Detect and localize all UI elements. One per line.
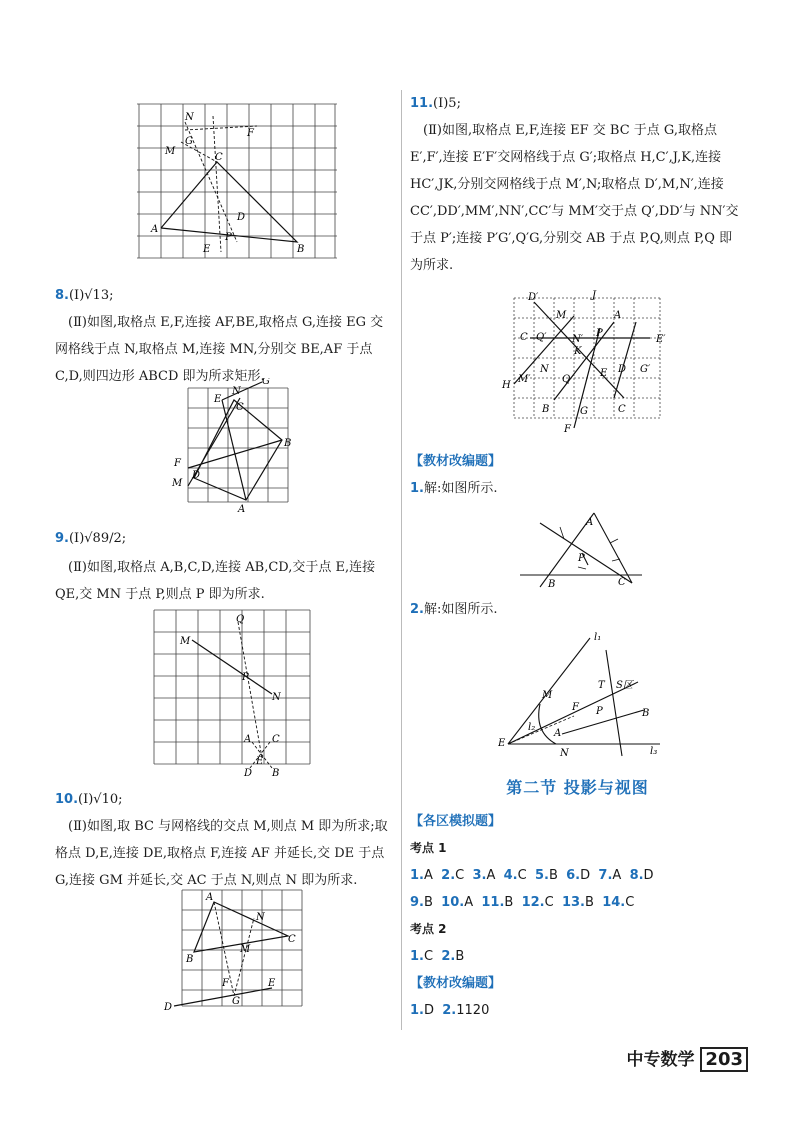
- svg-text:F: F: [222, 978, 229, 989]
- answer-item: 6.D: [566, 868, 591, 883]
- svg-text:C: C: [618, 577, 626, 588]
- q11-part1: (Ⅰ)5;: [433, 96, 461, 111]
- figure-textbook-2: [498, 632, 668, 757]
- answer-item: 1.D: [410, 1003, 434, 1018]
- svg-text:E: E: [256, 756, 264, 767]
- figure-q11-grid: [500, 288, 675, 438]
- svg-text:M: M: [172, 478, 183, 489]
- svg-text:B: B: [542, 404, 550, 415]
- svg-text:B: B: [548, 579, 556, 590]
- q11-part2: (Ⅱ)如图,取格点 E,F,连接 EF 交 BC 于点 G,取格点 E′,F′,连接 E′F′交网格线于点 G′;取格点 H,C′,J,K,连接 HC′,JK,分别交网格线于点 M′,N;取格点 D′,M,N′,连接 CC′,DD′,MM′,NN′,CC′与 MM′交于点 Q′,DD′与 NN′交于点 P′;连接 P′G′,Q′G,分别交 AB 于点 P,Q,则点 P,Q 即为所求.: [410, 123, 739, 273]
- column-divider: [401, 90, 402, 1030]
- q8-part2: (Ⅱ)如图,取格点 E,F,连接 AF,BE,取格点 G,连接 EG 交网格线于点 N,取格点 M,连接 MN,分别交 BE,AF 于点 C,D,则四边形 ABCD 即为所求矩形.: [55, 315, 384, 384]
- answer-item: 12.C: [521, 895, 554, 910]
- svg-text:E: E: [600, 368, 608, 379]
- svg-text:D: D: [192, 470, 201, 481]
- q9-part2: (Ⅱ)如图,取格点 A,B,C,D,连接 AB,CD,交于点 E,连接 QE,交 MN 于点 P,则点 P 即为所求.: [55, 560, 376, 602]
- q10-number: 10.: [55, 792, 79, 807]
- figure-q9-grid: [152, 608, 312, 780]
- svg-text:E: E: [498, 738, 506, 749]
- svg-text:N: N: [256, 912, 265, 923]
- textbook-adapted-heading-2: 【教材改编题】: [410, 976, 502, 991]
- answer-item: 2.1120: [442, 1003, 490, 1018]
- svg-text:N: N: [560, 748, 569, 757]
- svg-text:H: H: [502, 380, 511, 391]
- svg-text:F: F: [247, 128, 254, 139]
- key-point-1: 考点 1: [410, 841, 447, 855]
- answer-item: 1.C: [410, 949, 434, 964]
- svg-text:N: N: [272, 692, 281, 703]
- svg-text:A: A: [554, 728, 562, 739]
- svg-text:K: K: [574, 346, 582, 357]
- answer-10: [55, 786, 395, 894]
- svg-text:G: G: [232, 996, 240, 1007]
- svg-text:G′: G′: [640, 364, 651, 375]
- section-title-wrapper: [410, 775, 745, 798]
- district-mock-heading: 【各区模拟题】: [410, 814, 502, 829]
- footer-label: 中专数学: [626, 1050, 695, 1070]
- q10-part2: (Ⅱ)如图,取 BC 与网格线的交点 M,则点 M 即为所求;取格点 D,E,连接 DE,取格点 F,连接 AF 并延长,交 DE 于点 G,连接 GM 并延长,交 AC 于点 N,则点 N 即为所求.: [55, 819, 388, 888]
- svg-text:C: C: [215, 152, 223, 163]
- svg-text:N: N: [232, 386, 241, 397]
- svg-text:P: P: [242, 672, 249, 683]
- svg-text:G: G: [262, 378, 270, 387]
- svg-text:P: P: [596, 328, 603, 339]
- svg-text:l₃: l₃: [650, 746, 658, 757]
- svg-text:C: C: [236, 402, 244, 413]
- answer-item: 9.B: [410, 895, 433, 910]
- answers-row-4: [410, 997, 745, 1024]
- svg-text:N: N: [185, 112, 194, 123]
- answer-item: 2.B: [441, 949, 465, 964]
- svg-text:D: D: [618, 364, 627, 375]
- key-point-2: 考点 2: [410, 922, 447, 936]
- svg-text:B: B: [186, 954, 194, 965]
- answer-item: 14.C: [602, 895, 635, 910]
- answer-item: 1.A: [410, 868, 433, 883]
- svg-text:E′: E′: [656, 334, 666, 345]
- svg-text:Q: Q: [236, 614, 245, 625]
- svg-text:M: M: [542, 690, 553, 701]
- svg-text:A: A: [586, 517, 594, 528]
- answer-item: 2.C: [441, 868, 465, 883]
- svg-text:M′: M′: [518, 374, 531, 385]
- answer-item: 3.A: [472, 868, 496, 883]
- q10-part1: (Ⅰ)√10;: [78, 792, 123, 807]
- svg-text:C: C: [618, 404, 626, 415]
- figure-q10-grid: [160, 888, 310, 1018]
- q9-number: 9.: [55, 531, 69, 546]
- svg-text:D′: D′: [528, 292, 539, 303]
- svg-text:M: M: [165, 146, 176, 157]
- tb1-q1-number: 1.: [410, 481, 424, 496]
- svg-text:T: T: [598, 680, 605, 691]
- svg-text:F: F: [564, 424, 571, 435]
- answers-row-1: [410, 862, 745, 889]
- answer-9: [55, 524, 395, 608]
- page-number: 203: [700, 1047, 748, 1072]
- answer-item: 7.A: [598, 868, 622, 883]
- svg-text:D: D: [237, 212, 246, 223]
- q8-number: 8.: [55, 288, 69, 303]
- svg-text:A: A: [244, 734, 252, 745]
- svg-text:P: P: [225, 232, 232, 243]
- svg-text:B: B: [297, 244, 305, 255]
- q8-part1: (Ⅰ)√13;: [68, 288, 114, 303]
- svg-text:l₂: l₂: [528, 722, 536, 733]
- svg-text:l₁: l₁: [594, 632, 602, 643]
- svg-text:E: E: [214, 394, 222, 405]
- answer-item: 4.C: [503, 868, 527, 883]
- answer-item: 8.D: [629, 868, 654, 883]
- svg-text:A: A: [206, 892, 214, 903]
- svg-text:J: J: [592, 290, 597, 301]
- textbook-adapted-1b: [410, 596, 745, 623]
- svg-text:B: B: [284, 438, 292, 449]
- q9-part1: (Ⅰ)√89/2;: [68, 531, 127, 546]
- svg-text:S区: S区: [616, 680, 633, 691]
- svg-text:A: A: [614, 310, 622, 321]
- answers-row-2: [410, 889, 745, 916]
- page-footer: [627, 1045, 749, 1070]
- svg-text:E: E: [203, 244, 211, 255]
- svg-text:C: C: [520, 332, 528, 343]
- svg-text:M: M: [180, 636, 191, 647]
- answers-row-3: [410, 943, 745, 970]
- tb1-q2-number: 2.: [410, 602, 424, 617]
- svg-text:N: N: [540, 364, 549, 375]
- svg-text:B: B: [642, 708, 650, 719]
- svg-text:D: D: [164, 1002, 173, 1013]
- answer-11: [410, 90, 745, 279]
- tb1-q2-answer: 解:如图所示.: [423, 602, 498, 617]
- svg-text:Q′: Q′: [536, 332, 547, 343]
- svg-text:Q: Q: [562, 374, 571, 385]
- figure-textbook-1: [520, 505, 645, 590]
- svg-text:M: M: [556, 310, 567, 321]
- svg-text:A: A: [151, 224, 159, 235]
- answer-8: [55, 282, 395, 390]
- svg-text:E: E: [268, 978, 276, 989]
- svg-text:D: D: [244, 768, 253, 779]
- svg-text:P: P: [596, 706, 603, 717]
- district-mock-section: [410, 808, 745, 1024]
- svg-text:G: G: [580, 406, 588, 417]
- svg-text:P: P: [578, 553, 585, 564]
- textbook-adapted-1: [410, 448, 745, 502]
- answer-item: 13.B: [561, 895, 594, 910]
- textbook-adapted-heading-1: 【教材改编题】: [410, 454, 502, 469]
- svg-text:N′: N′: [572, 334, 584, 345]
- svg-text:C: C: [288, 934, 296, 945]
- figure-q8-grid: [170, 378, 300, 513]
- answer-item: 10.A: [441, 895, 474, 910]
- svg-text:C: C: [272, 734, 280, 745]
- svg-text:G: G: [185, 136, 193, 147]
- q11-number: 11.: [410, 96, 434, 111]
- svg-text:F: F: [174, 458, 181, 469]
- svg-text:A: A: [238, 504, 246, 513]
- figure-q7-grid: [137, 102, 337, 262]
- tb1-q1-answer: 解:如图所示.: [423, 481, 498, 496]
- answer-item: 5.B: [534, 868, 558, 883]
- svg-text:B: B: [272, 768, 280, 779]
- section-title: 第二节 投影与视图: [506, 778, 649, 797]
- svg-text:F: F: [572, 702, 579, 713]
- answer-item: 11.B: [481, 895, 514, 910]
- svg-text:M: M: [240, 944, 251, 955]
